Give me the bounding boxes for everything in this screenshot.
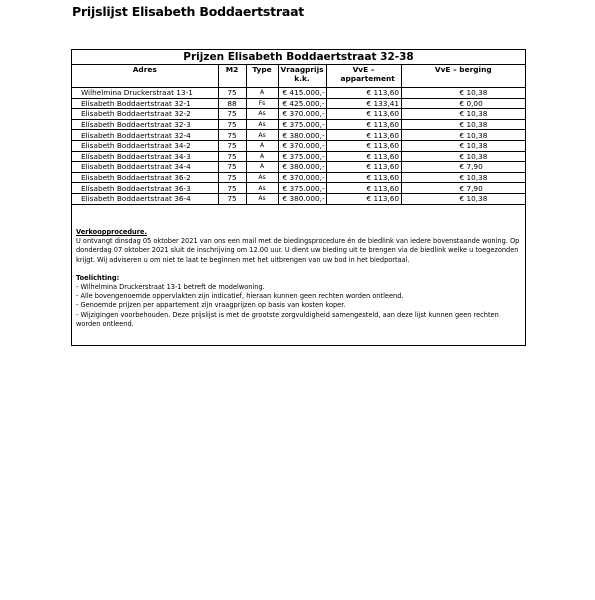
- cell-vve-appartement: € 113,60: [326, 183, 401, 194]
- table-row: [72, 172, 525, 183]
- cell-vraagprijs: € 415.000,-: [278, 88, 326, 99]
- cell-m2: 75: [218, 183, 246, 194]
- header-vve-appartement: VvE – appartement: [326, 65, 401, 88]
- cell-adres: Elisabeth Boddaertstraat 36-2: [72, 172, 218, 183]
- cell-m2: 75: [218, 151, 246, 162]
- cell-vve-berging: € 7,90: [401, 162, 525, 173]
- cell-type: A: [246, 88, 278, 99]
- cell-adres: Elisabeth Boddaertstraat 32-3: [72, 119, 218, 130]
- cell-type: As: [246, 130, 278, 141]
- cell-vve-appartement: € 113,60: [326, 172, 401, 183]
- cell-vve-berging: € 10,38: [401, 130, 525, 141]
- cell-m2: 75: [218, 109, 246, 120]
- document-title: Prijslijst Elisabeth Boddaertstraat: [72, 4, 305, 19]
- table-row: [72, 98, 525, 109]
- cell-type: As: [246, 119, 278, 130]
- cell-type: A: [246, 151, 278, 162]
- cell-m2: 75: [218, 193, 246, 204]
- cell-vve-berging: € 10,38: [401, 151, 525, 162]
- cell-m2: 75: [218, 130, 246, 141]
- cell-vve-appartement: € 113,60: [326, 109, 401, 120]
- cell-vraagprijs: € 380.000,-: [278, 193, 326, 204]
- cell-vraagprijs: € 370.000,-: [278, 172, 326, 183]
- cell-m2: 75: [218, 172, 246, 183]
- cell-vve-appartement: € 113,60: [326, 162, 401, 173]
- table-row: [72, 151, 525, 162]
- header-adres: Adres: [72, 65, 218, 88]
- cell-m2: 88: [218, 98, 246, 109]
- cell-type: As: [246, 172, 278, 183]
- table-row: [72, 130, 525, 141]
- header-type: Type: [246, 65, 278, 88]
- cell-adres: Elisabeth Boddaertstraat 36-4: [72, 193, 218, 204]
- cell-type: A: [246, 140, 278, 151]
- cell-m2: 75: [218, 88, 246, 99]
- verkoop-heading: Verkoopprocedure.: [76, 228, 147, 236]
- cell-vraagprijs: € 380.000,-: [278, 130, 326, 141]
- cell-type: As: [246, 109, 278, 120]
- price-list-frame: [71, 49, 526, 346]
- cell-adres: Elisabeth Boddaertstraat 34-4: [72, 162, 218, 173]
- cell-adres: Elisabeth Boddaertstraat 36-3: [72, 183, 218, 194]
- cell-vve-berging: € 10,38: [401, 109, 525, 120]
- cell-vve-berging: € 10,38: [401, 193, 525, 204]
- toelichting-item: - Wijzigingen voorbehouden. Deze prijslijst is met de grootste zorgvuldigheid samengesteld, aan deze lijst kunnen geen rechten worden ontleend.: [76, 310, 499, 328]
- cell-type: As: [246, 193, 278, 204]
- cell-adres: Elisabeth Boddaertstraat 34-3: [72, 151, 218, 162]
- cell-vraagprijs: € 375.000,-: [278, 183, 326, 194]
- table-row: [72, 88, 525, 99]
- cell-m2: 75: [218, 162, 246, 173]
- cell-type: Fs: [246, 98, 278, 109]
- cell-vve-berging: € 7,90: [401, 183, 525, 194]
- cell-vraagprijs: € 370.000,-: [278, 140, 326, 151]
- table-row: [72, 162, 525, 173]
- table-row: [72, 140, 525, 151]
- table-caption: Prijzen Elisabeth Boddaertstraat 32-38: [72, 50, 525, 65]
- cell-vve-berging: € 10,38: [401, 88, 525, 99]
- cell-vraagprijs: € 370.000,-: [278, 109, 326, 120]
- cell-vve-appartement: € 113,60: [326, 193, 401, 204]
- cell-adres: Elisabeth Boddaertstraat 32-1: [72, 98, 218, 109]
- header-m2: M2: [218, 65, 246, 88]
- verkoop-text: U ontvangt dinsdag 05 oktober 2021 van ons een mail met de biedingsprocedure én de biedlink van iedere bovenstaande woning. Op donderdag 07 oktober 2021 sluit de inschrijving om 12.00 uur. U dient uw bieding uit te brengen via de biedlink welke u toegezonden krijgt. Wij adviseren u om niet te laat te beginnen met het uitbrengen van uw bod in het biedportaal.: [76, 237, 520, 264]
- cell-vraagprijs: € 375.000,-: [278, 151, 326, 162]
- toelichting-item: - Alle bovengenoemde oppervlakten zijn indicatief, hieraan kunnen geen rechten worden ontleend.: [76, 292, 404, 301]
- cell-vve-appartement: € 113,60: [326, 151, 401, 162]
- cell-vraagprijs: € 375.000,-: [278, 119, 326, 130]
- cell-type: A: [246, 162, 278, 173]
- cell-m2: 75: [218, 140, 246, 151]
- cell-vraagprijs: € 425.000,-: [278, 98, 326, 109]
- toelichting-item: - Wilhelmina Druckerstraat 13-1 betreft de modelwoning.: [76, 283, 265, 292]
- cell-adres: Elisabeth Boddaertstraat 32-2: [72, 109, 218, 120]
- cell-type: As: [246, 183, 278, 194]
- header-vraagprijs: Vraagprijs k.k.: [278, 65, 326, 88]
- table-header-row: [72, 65, 525, 88]
- table-row: [72, 109, 525, 120]
- table-row: [72, 183, 525, 194]
- notes-section: [76, 228, 524, 329]
- table-row: [72, 193, 525, 204]
- cell-adres: Elisabeth Boddaertstraat 32-4: [72, 130, 218, 141]
- cell-adres: Elisabeth Boddaertstraat 34-2: [72, 140, 218, 151]
- toelichting-heading: Toelichting:: [76, 273, 120, 282]
- cell-vve-berging: € 10,38: [401, 172, 525, 183]
- cell-vve-appartement: € 113,60: [326, 88, 401, 99]
- cell-vve-appartement: € 113,60: [326, 119, 401, 130]
- price-table: [72, 50, 525, 205]
- header-vve-berging: VvE – berging: [401, 65, 525, 88]
- cell-m2: 75: [218, 119, 246, 130]
- cell-vraagprijs: € 380.000,-: [278, 162, 326, 173]
- cell-vve-appartement: € 133,41: [326, 98, 401, 109]
- table-row: [72, 119, 525, 130]
- cell-adres: Wilhelmina Druckerstraat 13-1: [72, 88, 218, 99]
- cell-vve-berging: € 0,00: [401, 98, 525, 109]
- table-body: [72, 88, 525, 205]
- cell-vve-berging: € 10,38: [401, 119, 525, 130]
- cell-vve-appartement: € 113,60: [326, 140, 401, 151]
- toelichting-item: - Genoemde prijzen per appartement zijn vraagprijzen op basis van kosten koper.: [76, 301, 346, 310]
- cell-vve-appartement: € 113,60: [326, 130, 401, 141]
- cell-vve-berging: € 10,38: [401, 140, 525, 151]
